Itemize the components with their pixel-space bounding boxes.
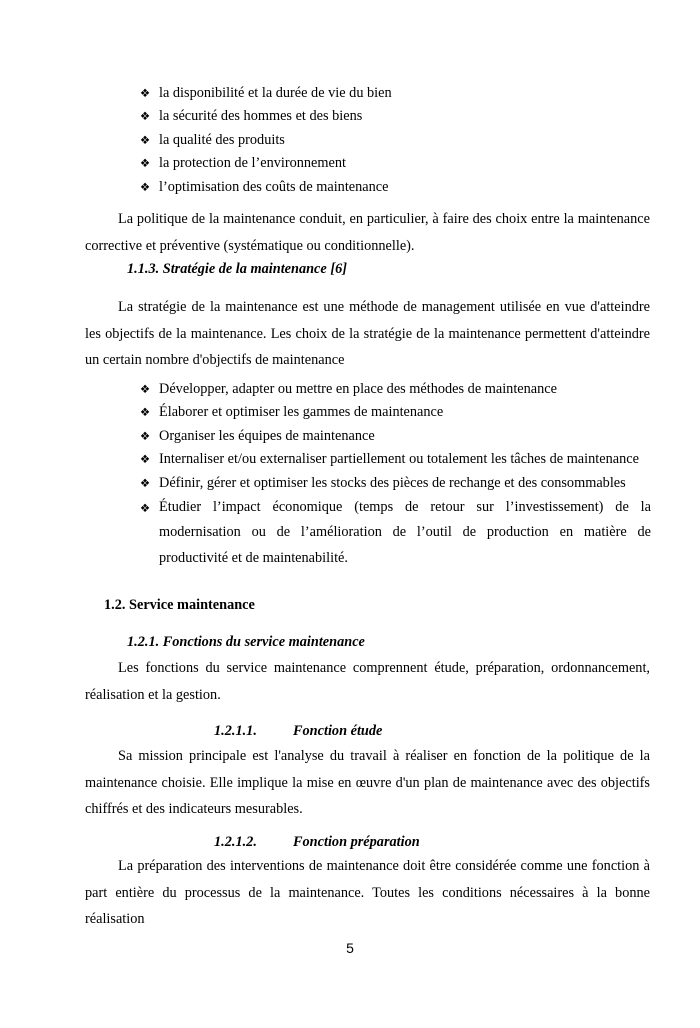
- diamond-bullet-icon: ❖: [139, 109, 151, 124]
- page-number: 5: [346, 940, 354, 956]
- list-item: ❖ la disponibilité et la durée de vie du bien: [138, 82, 392, 105]
- diamond-bullet-icon: ❖: [139, 132, 151, 147]
- diamond-bullet-icon: ❖: [139, 405, 151, 420]
- list-item: ❖ Internaliser et/ou externaliser partiellement ou totalement les tâches de maintenance: [138, 448, 651, 471]
- heading-fonction-etude: 1.2.1.1. Fonction étude: [214, 723, 383, 739]
- diamond-bullet-icon: ❖: [139, 86, 151, 100]
- paragraph-fonctions: Les fonctions du service maintenance comprennent étude, préparation, ordonnancement, réalisation et la gestion.: [85, 660, 650, 703]
- list-item: ❖ l’optimisation des coûts de maintenance: [138, 176, 392, 199]
- list-item: ❖ Organiser les équipes de maintenance: [138, 425, 651, 448]
- list-item: ❖ Définir, gérer et optimiser les stocks des pièces de rechange et des consommables: [138, 472, 651, 495]
- diamond-bullet-icon: ❖: [139, 452, 151, 467]
- diamond-bullet-icon: ❖: [139, 179, 151, 194]
- list-item: ❖ la protection de l’environnement: [138, 152, 392, 175]
- paragraph-politique: La politique de la maintenance conduit, en particulier, à faire des choix entre la maintenance corrective et préventive (systématique ou conditionnelle).: [85, 211, 650, 254]
- paragraph-etude: Sa mission principale est l'analyse du travail à réaliser en fonction de la politique de la maintenance choisie. Elle implique la mise en œuvre d'un plan de maintenance avec des objectifs chiffrés et des indicateurs mesurables.: [85, 748, 650, 818]
- heading-fonction-preparation: 1.2.1.2. Fonction préparation: [214, 834, 420, 850]
- list-item: ❖ Développer, adapter ou mettre en place des méthodes de maintenance: [138, 378, 651, 401]
- heading-service-maintenance: 1.2. Service maintenance: [104, 597, 255, 613]
- list-item: ❖ la qualité des produits: [138, 129, 392, 152]
- diamond-bullet-icon: ❖: [139, 428, 151, 443]
- list-item: ❖ Élaborer et optimiser les gammes de maintenance: [138, 401, 651, 424]
- paragraph-preparation: La préparation des interventions de maintenance doit être considérée comme une fonction à part entière du processus de la maintenance. Toutes les conditions nécessaires à la bonne réalisation: [85, 858, 650, 928]
- list-item: ❖ la sécurité des hommes et des biens: [138, 105, 392, 128]
- diamond-bullet-icon: ❖: [139, 156, 151, 171]
- diamond-bullet-icon: ❖: [139, 475, 151, 490]
- objectives-list: [138, 82, 392, 199]
- list-item: ❖ Étudier l’impact économique (temps de retour sur l’investissement) de la modernisation ou de l’amélioration de l’outil de production en matière de productivité et de maintenabilité.: [138, 495, 651, 572]
- strategy-list: [138, 378, 651, 571]
- heading-fonctions: 1.2.1. Fonctions du service maintenance: [127, 634, 365, 650]
- paragraph-strategie: La stratégie de la maintenance est une méthode de management utilisée en vue d'atteindre les objectifs de la maintenance. Les choix de la stratégie de la maintenance permettent d'atteindre un certain nombre d'objectifs de maintenance: [85, 299, 650, 369]
- diamond-bullet-icon: ❖: [139, 382, 151, 396]
- heading-strategie: 1.1.3. Stratégie de la maintenance [6]: [127, 261, 347, 277]
- diamond-bullet-icon: ❖: [139, 500, 151, 515]
